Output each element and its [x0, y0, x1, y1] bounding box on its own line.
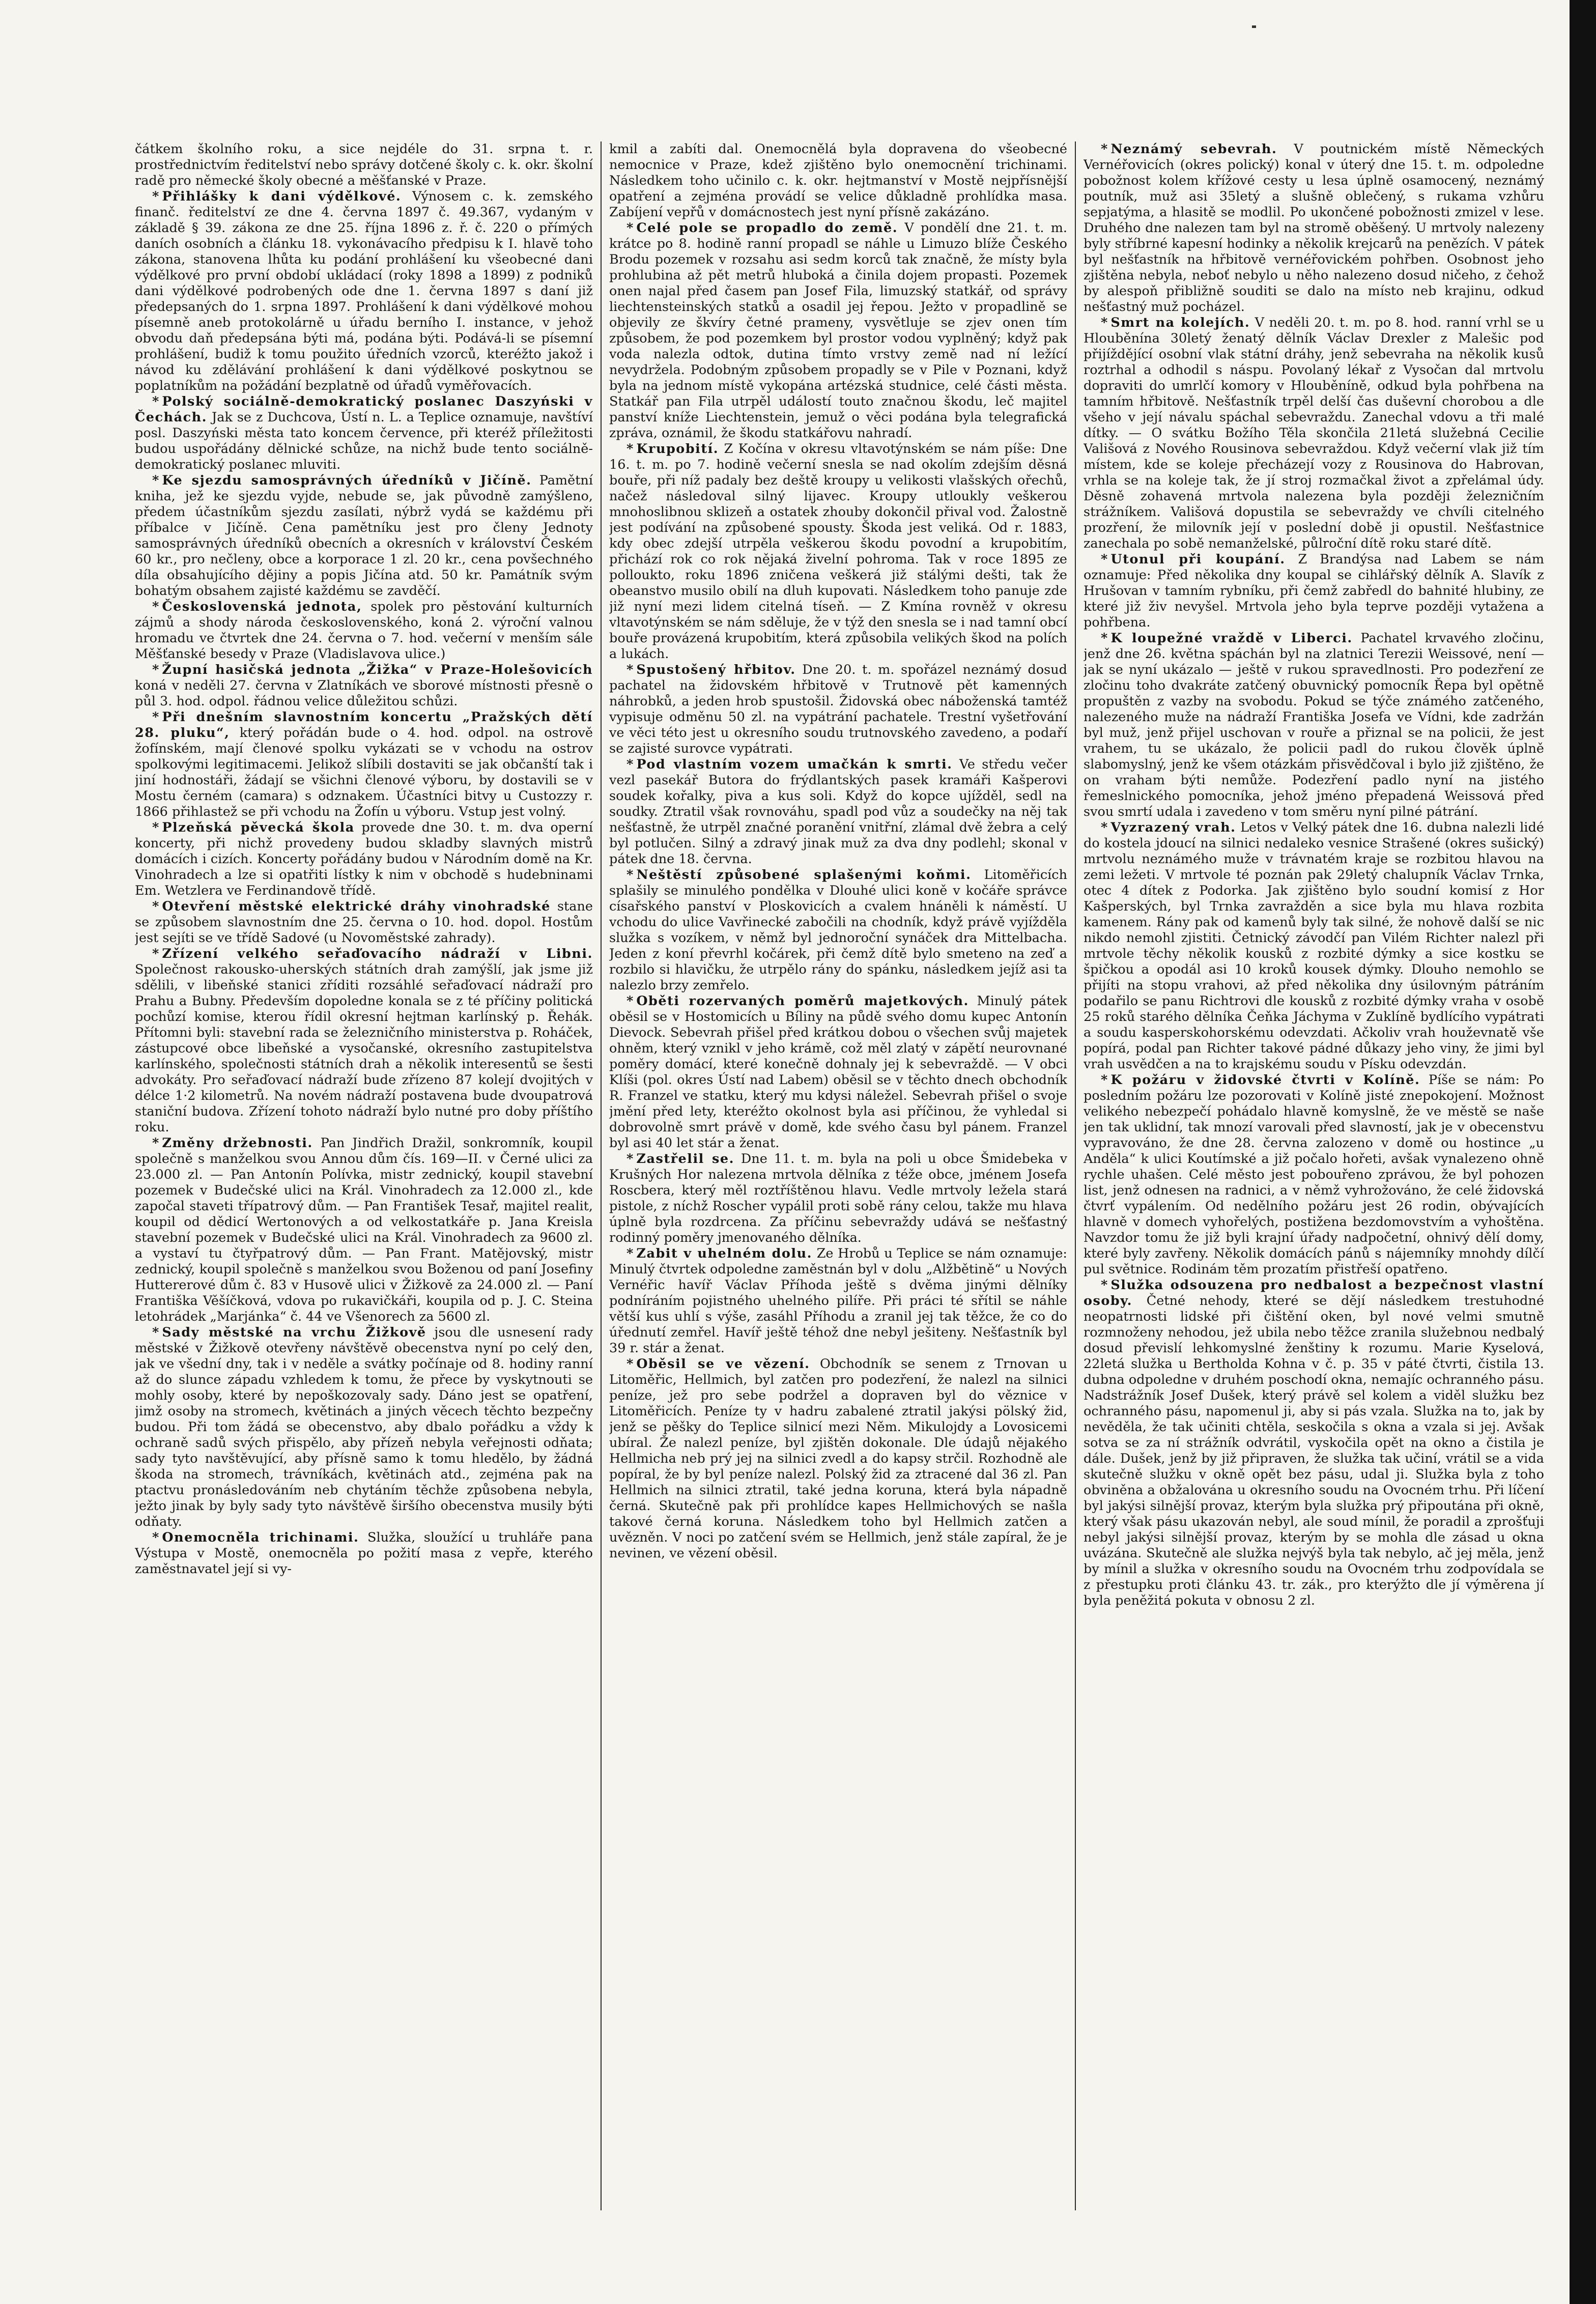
bullet-mark: * [626, 1246, 634, 1261]
article-paragraph [135, 1530, 593, 1577]
article-text: V poutnickém místě Německých Vernéřovicích (okres polický) konal v úterý dne 15. t. m. odpoledne pobožnost kolem křížové cesty u lesa úplně osamocený, neznámý poutník, muž asi 35letý a slušně oblečený, s rukama vzhůru sepjatýma, a hlasitě se modlil. Po ukončené pobožnosti zmizel v lese. Druhého dne nalezen tam byl na stromě oběšený. U mrtvoly nalezeny byly stříbrné kapesní hodinky a několik krejcarů na penězích. V pátek byl nešťastník na hřbitově vernéřovickém pohřben. Osobnost jeho zjištěna nebyla, neboť nebylo u něho nalezeno dosud ničeho, z čehož by alespoň přibližně souditi se dalo na místo neb krajinu, odkud nešťastný muž pocházel. [1084, 141, 1544, 315]
article-headline: Oběti rozervaných poměrů majetkových. [636, 993, 969, 1009]
article-paragraph [135, 899, 593, 946]
article-headline: Zřízení velkého seřaďovacího nádraží v Libni. [162, 946, 593, 961]
bullet-mark: * [626, 220, 634, 236]
article-paragraph [135, 1135, 593, 1325]
article-paragraph [609, 757, 1067, 867]
article-headline: Utonul při koupání. [1110, 552, 1286, 567]
article-text: V pondělí dne 21. t. m. krátce po 8. hodině ranní propadl se náhle u Limuzo blíže Českého Brodu pozemek v rozsahu asi sedm korců tak značně, že místy byla prohlubina až pět metrů hluboká a činila dojem propasti. Pozemek onen najal před časem pan Josef Fila, limuzský statkář, od správy liechtensteinských statků a osadil jej řepou. Ježto v propadlině se objevily ze škvíry četné prameny, vysvětluje se zjev onen tím způsobem, že pod pozemkem byl prostor vodou vyplněný; když pak voda nalezla odtok, dutina tímto vrstvy země nad ní ležící nevydržela. Podobným způsobem propadly se v Pile v Poznani, když byla na jednom místě vykopána artézská studnice, celé části města. Statkář pan Fila utrpěl událostí touto značnou škodu, leč majitel panství kníže Liechtenstein, jemuž o věci podána byla telegrafická zpráva, oznámil, že škodu statkářovu nahradí. [609, 220, 1067, 441]
bullet-mark: * [152, 709, 159, 725]
article-text: Píše se nám: Po posledním požáru lze pozorovati v Kolíně jisté znepokojení. Možnost velikého nebezpečí pohádalo hlavně komyslně, že ve městě se naše jen tak uklidní, tak mnozí varovali před slavností, jak je v obecenstvu vypravováno, že dne 28. června zalozeno v domě ou hostince „u Anděla“ k ulici Koutímské a již počalo hořeti, avšak vynalezeno ohně rychle uhašen. Celé město jest pobouřeno zprávou, že byl pohozen list, jenž odnesen na radnici, a v němž vyhrožováno, že celé židovská čtvrť vypálením. Od nedělního požáru jest 26 rodin, obývajících hlavně v domech vyhořelých, postižena bezdomovstvím a vyhoštěna. Navzdor tomu že již byli krajní úřady nadpočetní, ohnivý dělí domy, které byly zavřeny. Několik domácích pánů s nájemníky mnohdy dílčí pul světnice. Rodinám těm prozatím přistřeší opatřeno. [1084, 1072, 1544, 1277]
bullet-mark: * [1101, 1277, 1108, 1293]
article-paragraph [609, 1151, 1067, 1246]
article-paragraph [1084, 1072, 1544, 1277]
article-headline: Župní hasičská jednota „Žižka“ v Praze-Holešovicích [162, 662, 593, 677]
bullet-mark: * [1101, 820, 1108, 835]
newspaper-page [135, 141, 1547, 2210]
article-text: Letos v Velký pátek dne 16. dubna nalezli lidé do kostela jdoucí na silnici nedaleko vesnice Strašené (okres sušický) mrtvolu neznámého muže v trávnatém kraje se rozbitou hlavou na zemi ležeti. V mrtvole té poznán pak 29letý chalupník Václav Trnka, otec 4 dítek z Podorka. Jak zjištěno bylo soudní komisí z Hor Kašperských, byl Trnka zavražděn a sice byla mu hlava rozbita kamenem. Rány pak od kamenů byly tak silné, že nohově další se nic nikdo nemohl zjistiti. Četnický závodčí pan Vilém Richter nalezl při mrtvole těchy několik kousků z rozbité dýmky a sice kostku se špičkou a opodál asi 10 kroků kousek dýmky. Dlouho nemohlo se přijíti na stopu vrahovi, až před několika dny úsilovným pátráním podařilo se panu Richtrovi dle kousků z rozbité dýmky vraha v osobě 25 roků starého dělníka Čeňka Jáchyma v Zuklíně bydlícího vypátrati a soudu kasperskohorskému odevzdati. Ačkoliv vrah houževnatě vše popírá, podal pan Richter takové pádné důkazy jeho viny, že jimi byl vrah usvědčen a na to krajskému soudu v Písku odevzdán. [1084, 820, 1544, 1072]
article-paragraph [609, 141, 1067, 220]
bullet-mark: * [1101, 315, 1108, 330]
article-headline: Zastřelil se. [636, 1151, 734, 1167]
column-2 [609, 141, 1067, 2210]
article-text: Z Kočína v okresu vltavotýnském se nám píše: Dne 16. t. m. po 7. hodině večerní snesla se nad okolím zdejším děsná bouře, při níž padaly bez deště kroupy u velikosti vlašských ořechů, načež následoval silný lijavec. Kroupy utloukly veškerou mnohoslibnou sklizeň a ostatek zhouby dokončil přival vod. Žalostně jest podívání na způsobené spousty. Škoda jest veliká. Od r. 1883, kdy obec zdejší utrpěla veškerou škodu povodní a krupobitím, přichází rok co rok nějaká živelní pohroma. Tak v roce 1895 ze polloukto, roku 1896 zničena veškerá již stálými dešti, tak že obeanstvo musilo obilí na dluh kupovati. Následkem toho panuje zde již nyní mezi lidem citelná tíseň. — Z Kmína rovněž v okresu vltavotýnském se nám sděluje, že v týž den snesla se i nad tamní obcí bouře provázená krupobitím, která způsobila velikých škod na polích a lukách. [609, 441, 1067, 662]
article-paragraph [1084, 141, 1544, 315]
article-headline: Ke sjezdu samosprávných úředníků v Jičíně. [162, 473, 532, 488]
article-text: Pan Jindřich Dražil, sonkromník, koupil společně s manželkou svou Annou dům čís. 169—II. v Černé ulici za 23.000 zl. — Pan Antonín Polívka, mistr zednický, koupil stavební pozemek v Budečské ulici na Král. Vinohradech za 12.000 zl., kde započal staveti třípatrový dům. — Pan František Tesař, majitel realit, koupil od dědicí Wertonových a od velkostatkáře p. Jana Kreisla stavební pozemek v Budečské ulici na Král. Vinohradech za 9600 zl. a vystaví tu čtyřpatrový dům. — Pan Frant. Matějovský, mistr zednický, koupil společně s manželkou svou Boženou od paní Josefiny Huttererové dům č. 83 v Husově ulici v Žižkově za 24.000 zl. — Paní Františka Věšíčková, vdova po rukavičkáři, koupila od p. J. C. Steina letohrádek „Marjánka“ č. 44 ve Všenorech za 5600 zl. [135, 1135, 593, 1324]
article-headline: Celé pole se propadlo do země. [636, 220, 898, 236]
bullet-mark: * [626, 993, 634, 1009]
article-text: Služka, sloužící u truhláře pana Výstupa v Mostě, onemocněla po požití masa z vepře, kterého zaměstnavatel její si vy- [135, 1530, 593, 1577]
article-headline: Smrt na kolejích. [1110, 315, 1250, 330]
bullet-mark: * [1101, 141, 1108, 157]
article-headline: Neštěstí způsobené splašenými koňmi. [636, 867, 972, 883]
article-text: Ve středu večer vezl pasekář Butora do frýdlantských pasek kramáři Kašperovi soudek kořalky, piva a kus soli. Když do kopce ujížděl, sedl na soudky. Ztratil však rovnováhu, spadl pod vůz a soudečky na něj tak nešťastně, že utrpěl značné poranění vnitřní, zlámal dvě žebra a celý byl potlučen. Silný a zdravý jinak muž za dva dny podlehl; skonal v pátek dne 18. června. [609, 757, 1067, 867]
bullet-mark: * [152, 1325, 159, 1340]
article-paragraph [135, 709, 593, 820]
scan-edge [1570, 0, 1596, 2304]
article-paragraph [135, 599, 593, 662]
article-text: kmil a zabíti dal. Onemocnělá byla dopravena do všeobecné nemocnice v Praze, kdež zjištěno bylo onemocnění trichinami. Následkem toho učinilo c. k. okr. hejtmanství v Mostě nejpřísnější opatření a zejména provádí se velice důkladně prohlídka masa. Zabíjení vepřů v domácnostech jest nyní přísně zakázáno. [609, 141, 1067, 220]
column-rule [1075, 141, 1076, 2210]
bullet-mark: * [152, 820, 159, 835]
article-text: jsou dle usnesení rady městské v Žižkově otevřeny návštěvě obecenstva nyní po celý den, jak ve všední dny, tak i v neděle a svátky počínaje od 8. hodiny ranní až do slunce západu vzhledem k tomu, že přece by vyskytnouti se mohly osoby, které by nepoškozovaly sady. Dáno jest se opatření, jimž osoby na stromech, květinách a jiných věcech těchto bezpečny budou. Při tom žádá se obecenstvo, aby dbalo pořádku a vždy k ochraně sadů svých přispělo, aby přízeň nebyla veřejnosti odňata; sady tyto navštěvující, aby přísně samo k tomu hledělo, by žádná škoda na stromech, trávníkách, květinách atd., zejména pak na ptactvu pronásledováním neb chytáním těchže způsobena nebyla, ježto jinak by byly sady tyto návštěvě širšího obecenstva musily býti odňaty. [135, 1325, 593, 1529]
article-text: Litoměřicích splašily se minulého pondělka v Dlouhé ulici koně v kočáře správce císařského panství v Ploskovicích a cvalem hnáněli k náměstí. U vchodu do ulice Vavřinecké zabočili na chodník, když právě vyjížděla služka s vozíkem, v němž byl jednoroční synáček dra Mittelbacha. Jeden z koní převrhl kočárek, při čemž dítě bylo smeteno na zeď a rozbilo si hlavičku, že utrpělo rány do spánku, následkem jejíž asi ta nalezlo brzy zemřelo. [609, 867, 1067, 993]
article-headline: Onemocněla trichinami. [162, 1530, 359, 1545]
bullet-mark: * [626, 1356, 634, 1372]
article-headline: K loupežné vraždě v Liberci. [1110, 631, 1353, 646]
article-paragraph [135, 820, 593, 899]
article-paragraph [609, 441, 1067, 662]
bullet-mark: * [152, 946, 159, 961]
article-text: Minulý pátek oběsil se v Hostomicích u Bíliny na půdě svého domu kupec Antonín Dievock. Sebevrah přišel před krátkou dobou o všechen svůj majetek ohněm, který vznikl v jeho krámě, což měl zlatý v zápětí neurovnané poměry domácí, které konečně dohnaly jej k sebevraždě. — V obci Klíši (pol. okres Ústí nad Labem) oběsil se v těchto dnech obchodník R. Franzel ve statku, který mu kdysi náležel. Sebevrah přišel o svoje jmění před lety, kteréžto okolnost byla asi příčinou, že vyhledal si dobrovolně smrt právě v domě, kde svého času byl pánem. Franzel byl asi 40 let stár a ženat. [609, 993, 1067, 1151]
article-paragraph [609, 1356, 1067, 1561]
article-headline: Plzeňská pěvecká škola [162, 820, 355, 835]
article-text: Dne 11. t. m. byla na poli u obce Šmidebeka v Krušných Hor nalezena mrtvola dělníka z téže obce, jménem Josefa Roscbera, který měl roztříštěnou hlavu. Vedle mrtvoly ležela stará pistole, z níchž Roscher vypálil proti sobě rány celou, takže mu hlava úplně byla rozdrcena. Za příčinu sebevraždy udává se nešťastný rodinný poměry jmenovaného dělníka. [609, 1151, 1067, 1245]
article-paragraph [1084, 1277, 1544, 1609]
article-text: který pořádán bude o 4. hod. odpol. na ostrově žofínském, mají členové spolku vykázati se v vchodu na ostrov spolkovými legitimacemi. Jelikož slíbili dostaviti se jak občanští tak i jiní hodnostáři, žádají se všichni členové výboru, by dostavili se v Mostu černém (camara) s odznakem. Účastníci bitvy u Custozzy r. 1866 přihlastež se při vchodu na Žofín u výboru. Vstup jest volný. [135, 725, 593, 819]
article-headline: Služka odsouzena pro nedbalost a bezpečnost vlastní osoby. [1084, 1277, 1544, 1309]
article-paragraph [135, 662, 593, 709]
bullet-mark: * [152, 394, 159, 409]
bullet-mark: * [152, 473, 159, 488]
article-text: spolek pro pěstování kulturních zájmů a shody národa československého, koná 2. výroční valnou hromadu ve čtvrtek dne 24. června o 7. hod. večerní v menším sále Měšťanské besedy v Praze (Vladislavova ulice.) [135, 599, 593, 662]
article-text: stane se způsobem slavnostním dne 25. června o 10. hod. dopol. Hostům jest sejíti se ve třídě Sadové (u Novoměstské zahrady). [135, 899, 593, 946]
bullet-mark: * [1101, 631, 1108, 646]
bullet-mark: * [152, 662, 159, 677]
article-headline: Neznámý sebevrah. [1110, 141, 1277, 157]
article-paragraph [609, 220, 1067, 441]
scan-mark [1252, 25, 1256, 28]
column-rule [601, 141, 602, 2210]
article-text: V neděli 20. t. m. po 8. hod. ranní vrhl se u Hlouběnína 30letý ženatý dělník Václav Drexler z Malešic pod přijíždějící osobní vlak státní dráhy, jenž sebevraha na několik kusů roztrhal a odhodil s náspu. Povolaný lékař z Vysočan dal mrtvolu dopraviti do umrlčí komory v Hlouběníně, odkud byla pohřbena na tamním hřbitově. Nešťastník trpěl delší čas duševní chorobou a dle všeho v její návalu spáchal sebevraždu. Zanechal vdovu a tři malé dítky. — O svátku Božího Těla skončila 21letá služebná Cecilie Vališová z Nového Rousinova sebevraždou. Když večerní vlak již tím místem, kde se koleje přecházejí vozy z Rousinova do Habrovan, vrhla se na koleje tak, že jí stroj rozmačkal život a zpřelámal údy. Děsně zohavená mrtvola nalezena byla později železničním strážníkem. Vališová dopustila se sebevraždy ve chvíli citelného prozření, že milovník její v poslední době ji opustil. Nešťastnice zanechala po sobě nemanželské, půlroční dítě roku staré dítě. [1084, 315, 1544, 551]
article-paragraph [135, 189, 593, 394]
article-text: Společnost rakousko-uherských státních drah zamýšlí, jak jsme již sdělili, v libeňské stanici zříditi rozsáhlé seřaďovací nádraží pro Prahu a Bubny. Především dopoledne konala se z té příčiny politická pochůzí komise, kterou řídil okresní hejtman karlínský p. Řehák. Přítomni byli: stavební rada se železničního ministerstva p. Roháček, zástupcové obce libeňské a vysočanské, okresního zastupitelstva karlínského, společnosti státních drah a několik interesentů se šesti advokáty. Pro seřaďovací nádraží bude zřízeno 87 kolejí dvojitých v délce 1·2 kilometrů. Na novém nádraží postavena bude dvoupatrová staniční budova. Zřízení tohoto nádraží bylo nutné pro doby příštího roku. [135, 962, 593, 1135]
article-text: Dne 20. t. m. spořázel neznámý dosud pachatel na židovském hřbitově v Trutnově pět kamenných náhrobků, a jeden hrob spustošil. Židovská obec náboženská tamtéž vypisuje odměnu 50 zl. na vypátrání pachatele. Trestní vyšetřování ve věci této jest u okresního soudu trutnovského zavedeno, a podaří se zajisté surovce vypátrati. [609, 662, 1067, 756]
article-text: Obchodník se senem z Trnovan u Litoměřic, Hellmich, byl zatčen pro podezření, že nalezl na silnici peníze, jež pro sebe podržel a dopraven byl do věznice v Litoměřicích. Peníze ty v hadru zabalené ztratil jakýsi pölský žid, jenž se pěšky do Teplice silnicí mezi Něm. Mikulojdy a Lovosicemi ubíral. Že nalezl peníze, byl zjištěn dokonale. Dle údajů nějakého Hellmicha neb prý jej na silnici zvedl a do kapsy strčil. Rozhodně ale popíral, že by byl peníze nalezl. Polský žid za ztracené dal 36 zl. Pan Hellmich na silnici ztratil, také jedna koruna, která byla nápadně černá. Skutečně pak při prohlídce kapes Hellmichových se našla takové černá koruna. Následkem toho byl Hellmich zatčen a uvězněn. V noci po zatčení svém se Hellmich, jenž stále zapíral, že je nevinen, ve vězení oběsil. [609, 1356, 1067, 1561]
article-headline: Zabit v uhelném dolu. [636, 1246, 813, 1261]
bullet-mark: * [152, 1530, 159, 1545]
article-headline: Při dnešním slavnostním koncertu „Pražských dětí 28. pluku“, [135, 709, 593, 741]
article-paragraph [135, 473, 593, 599]
bullet-mark: * [152, 189, 159, 204]
article-text: čátkem školního roku, a sice nejdéle do 31. srpna t. r. prostřednictvím ředitelství nebo správy dotčené školy c. k. okr. školní radě pro německé školy obecné a měšťanské v Praze. [135, 141, 593, 188]
article-headline: Oběsil se ve vězení. [636, 1356, 810, 1372]
column-1 [135, 141, 593, 2210]
article-headline: Československá jednota, [162, 599, 362, 614]
article-text: Výnosem c. k. zemského finanč. ředitelství ze dne 4. června 1897 č. 49.367, vydaným v základě § 39. zákona ze dne 25. října 1896 z. ř. č. 220 o přímých daních osobních a článku 18. vykonávacího předpisu k I. hlavě toho zákona, stanovena lhůta ku podání prohlášení ku všeobecné dani výdělkové pro první období ukládací (roky 1898 a 1899) z podniků dani výdělkové podrobených ode dne 1. června 1897 s daní již předepsaných do 1. srpna 1897. Prohlášení k dani výdělkové mohou písemně aneb protokolárně u úřadu berního I. instance, v jehož obvodu daň předepsána býti má, podána býti. Podává-li se písemní prohlášení, budiž k tomu použito úředních vzorců, kteréžto jakož i návod ku zdělávání prohlášení k dani výdělkové poskytnou se poplatníkům na požádání bezplatně od úřadů vyměřovacích. [135, 189, 593, 393]
article-headline: Pod vlastním vozem umačkán k smrti. [636, 757, 953, 772]
article-paragraph [1084, 552, 1544, 631]
article-paragraph [609, 867, 1067, 993]
bullet-mark: * [626, 441, 634, 457]
column-3 [1084, 141, 1544, 2210]
article-paragraph [135, 946, 593, 1135]
article-text: Pachatel krvavého zločinu, jenž dne 26. května spáchán byl na zlatnici Terezii Weissové, není — jak se nyní ukázalo — ještě v rukou spravedlnosti. Pro podezření ze zločinu toho dvakráte zatčený obuvnický pomocník Řepa byl opětně propuštěn z vazby na svobodu. Pokud se týče známého zatčeného, nalezeného muže na nádraží Františka Josefa ve Vídni, kde zadržán byl muž, jenž přijel uschovan v rouře a přiznal se na policii, že jest vrahem, tu se ukázalo, že policii padl do rukou člověk úplně slabomyslný, jenž ke všem otázkám přisvědčoval i bylo již zjištěno, že on vraham býti nemůže. Podezření padlo nyní na jistého řemeslnického pomocníka, jehož jméno přepadená Weissová před svou smrtí udala i zavedeno v tom směru nyní pilné pátrání. [1084, 631, 1544, 819]
bullet-mark: * [152, 599, 159, 614]
article-headline: K požáru v židovské čtvrti v Kolíně. [1110, 1072, 1420, 1088]
bullet-mark: * [626, 662, 634, 677]
bullet-mark: * [626, 757, 634, 772]
article-paragraph [1084, 315, 1544, 552]
bullet-mark: * [1101, 552, 1108, 567]
article-paragraph [135, 141, 593, 189]
article-text: Jak se z Duchcova, Ústí n. L. a Teplice oznamuje, navštíví posl. Daszyński města tato koncem července, při kteréž příležitosti budou uspořádány dělnické schůze, na nichž bude tento sociálně-demokratický poslanec mluviti. [135, 410, 593, 472]
bullet-mark: * [152, 1135, 159, 1151]
article-paragraph [135, 394, 593, 473]
article-headline: Sady městské na vrchu Žižkově [162, 1325, 426, 1340]
bullet-mark: * [626, 1151, 634, 1167]
article-paragraph [609, 662, 1067, 757]
bullet-mark: * [152, 899, 159, 914]
article-text: provede dne 30. t. m. dva operní koncerty, při nichž provedeny budou skladby slavných mistrů domácích i cizích. Koncerty pořádány budou v Národním domě na Kr. Vinohradech a lze si opatřiti lístky k nim v obchodě s hudebninami Em. Wetzlera ve Ferdinandově třídě. [135, 820, 593, 898]
article-paragraph [1084, 631, 1544, 820]
article-headline: Změny držebnosti. [162, 1135, 313, 1151]
article-headline: Vyzrazený vrah. [1110, 820, 1236, 835]
article-headline: Spustošený hřbitov. [636, 662, 796, 677]
article-paragraph [609, 1246, 1067, 1356]
article-headline: Otevření městské elektrické dráhy vinohradské [162, 899, 551, 914]
bullet-mark: * [626, 867, 634, 883]
article-text: Pamětní kniha, jež ke sjezdu vyjde, nebude se, jak původně zamýšleno, předem účastníkům sjezdu zasílati, nýbrž vydá se každému při příbalce v Jičíně. Cena pamětníku jest pro členy Jednoty samosprávných úředníků obecních a okresních v království Českém 60 kr., pro nečleny, obce a korporace 1 zl. 20 kr., cena povšechného díla obsahujícího dějiny a popis Jičína atd. 50 kr. Památník svým bohatým obsahem zajisté každému se zavděčí. [135, 473, 593, 599]
article-headline: Polský sociálně-demokratický poslanec Daszyński v Čechách. [135, 394, 593, 425]
article-text: Četné nehody, které se dějí následkem trestuhodné neopatrnosti lidské při čištění oken, byl nové velmi smutně rozmnoženy nehodou, jež ubila nebo těžce zranila služebnou nedbalý dosud převislí lehkomyslné ženštiny k rozumu. Marie Kyselová, 22letá služka u Bertholda Kohna v č. p. 35 v páté čtvrti, čistila 13. dubna odpoledne v druhém poschodí okna, nemajíc ochranného pásu. Nadstrážník Josef Dušek, který právě sel kolem a viděl služku bez ochranného pásu, napomenul ji, aby si pás vzala. Služka na to, jak by nevěděla, že tak učiniti chtěla, seskočila s okna a vzala si jej. Avšak sotva se za ní strážník odvrátil, vyskočila opět na okno a čistila je dále. Dušek, jenž by již připraven, že služka tak učiní, vrátil se a vida skutečně služku v okně opět bez pásu, udal ji. Služka byla z toho obviněna a obžalována u okresního soudu na Ovocném trhu. Při líčení byl jakýsi silnější provaz, kterým byla služka prý připoutána při okně, který však pásu ukazován nebyl, ale soud mínil, že poradil a zprošťuji nebyl jakýsi silnější provaz, kterým by se mohla dle zásad u okna uvázána. Skutečně ale služka nejvýš byla tak nebylo, ač jej měla, jenž by mínil a služka v okresního soudu na Ovocném trhu zodpovídala se z přestupku proti článku 43. tr. zák., pro kterýžto dle jí výměrena jí byla peněžitá pokuta v obnosu 2 zl. [1084, 1293, 1544, 1608]
article-text: koná v neděli 27. června v Zlatníkách ve sborové místnosti přesně o půl 3. hod. odpol. řádnou velice důležitou schůzi. [135, 678, 593, 709]
article-text: Z Brandýsa nad Labem se nám oznamuje: Před několika dny koupal se cihlářský dělník A. Slavík z Hrušovan v tamním rybníku, při čemž zabředl do bahnité hlubiny, ze které již živ nevyšel. Mrtvola jeho byla teprve později vytažena a pohřbena. [1084, 552, 1544, 630]
article-paragraph [1084, 820, 1544, 1072]
article-headline: Přihlášky k dani výdělkové. [162, 189, 402, 204]
article-headline: Krupobití. [636, 441, 719, 457]
article-text: Ze Hrobů u Teplice se nám oznamuje: Minulý čtvrtek odpoledne zaměstnán byl v dolu „Alžbětině“ u Nových Vernéřic havíř Václav Příhoda ještě s dvěma jinými dělníky podníráním pojistného uhelného pilíře. Při práci té sřítil se náhle větší kus uhlí s výše, zasáhl Příhodu a zranil jej tak těžce, že co do úřednutí zemřel. Havíř ještě téhož dne nebyl ješiteny. Nešťastník byl 39 r. stár a ženat. [609, 1246, 1067, 1356]
article-paragraph [609, 993, 1067, 1151]
bullet-mark: * [1101, 1072, 1108, 1088]
article-paragraph [135, 1325, 593, 1530]
